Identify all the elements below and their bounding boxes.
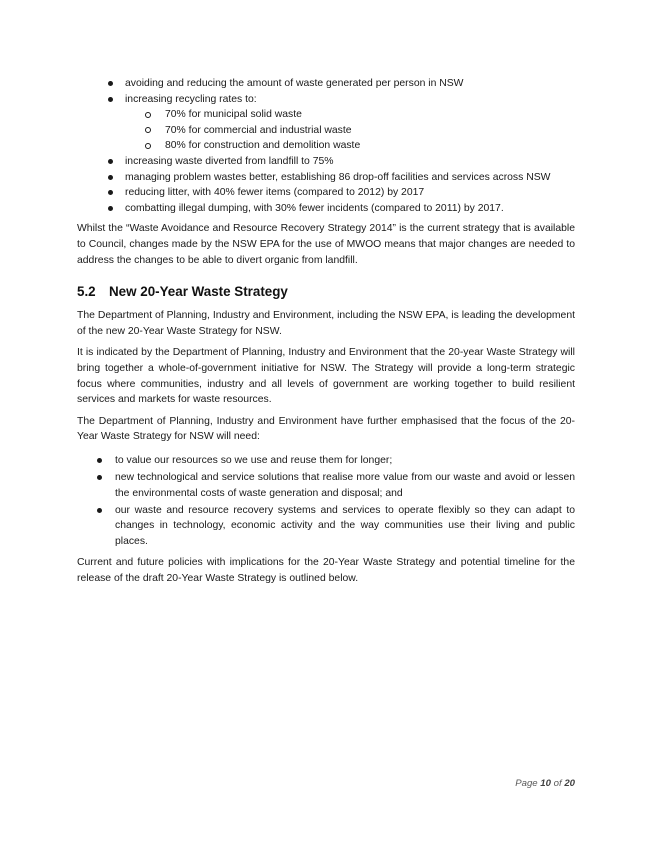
list-item: increasing recycling rates to: <box>77 92 575 108</box>
page-content <box>77 76 575 587</box>
section-title: New 20-Year Waste Strategy <box>109 284 288 300</box>
list-item: to value our resources so we use and reuse them for longer; <box>77 453 575 469</box>
list-item: our waste and resource recovery systems and services to operate flexibly so they can adapt to changes in technology, economic activity and the way communities use their living and public places. <box>77 503 575 550</box>
bullet-icon <box>97 475 102 480</box>
page-number: Page 10 of 20 <box>515 778 575 789</box>
sub-list-item: 70% for municipal solid waste <box>77 107 575 123</box>
paragraph-whilst: Whilst the “Waste Avoidance and Resource Recovery Strategy 2014” is the current strategy that is available to Council, changes made by the NSW EPA for the use of MWOO means that major changes are needed to address the changes to be able to divert organic from landfill. <box>77 223 575 266</box>
bullet-icon <box>97 508 102 513</box>
paragraph-4: Current and future policies with implications for the 20-Year Waste Strategy and potential timeline for the release of the draft 20-Year Waste Strategy is outlined below. <box>77 557 575 585</box>
section-heading <box>77 284 575 300</box>
bullet-icon <box>108 206 113 211</box>
strategy-targets-list <box>77 76 575 216</box>
list-item: avoiding and reducing the amount of waste generated per person in NSW <box>77 76 575 92</box>
sub-list-item: 80% for construction and demolition waste <box>77 138 575 154</box>
section-number: 5.2 <box>77 284 96 300</box>
hollow-bullet-icon <box>145 127 151 133</box>
sub-list-item: 70% for commercial and industrial waste <box>77 123 575 139</box>
list-item: new technological and service solutions that realise more value from our waste and avoid or lessen the environmental costs of waste generation and disposal; and <box>77 470 575 501</box>
bullet-icon <box>108 190 113 195</box>
list-item: combatting illegal dumping, with 30% fewer incidents (compared to 2011) by 2017. <box>77 201 575 217</box>
bullet-icon <box>108 81 113 86</box>
paragraph-3: The Department of Planning, Industry and Environment have further emphasised that the focus of the 20-Year Waste Strategy for NSW will need: <box>77 415 575 443</box>
list-item: managing problem wastes better, establishing 86 drop-off facilities and services across NSW <box>77 170 575 186</box>
bullet-icon <box>108 175 113 180</box>
paragraph-2: It is indicated by the Department of Planning, Industry and Environment that the 20-year Waste Strategy will bring together a whole-of-government initiative for NSW. The Strategy will provide a long-term strategic focus where communities, industry and all levels of government are working together to build resilient services and markets for waste resources. <box>77 347 575 406</box>
hollow-bullet-icon <box>145 143 151 149</box>
list-item: increasing waste diverted from landfill to 75% <box>77 154 575 170</box>
list-item: reducing litter, with 40% fewer items (compared to 2012) by 2017 <box>77 185 575 201</box>
bullet-icon <box>108 159 113 164</box>
strategy-focus-list <box>77 453 575 550</box>
bullet-icon <box>108 97 113 102</box>
bullet-icon <box>97 458 102 463</box>
paragraph-1: The Department of Planning, Industry and Environment, including the NSW EPA, is leading the development of the new 20-Year Waste Strategy for NSW. <box>77 310 575 337</box>
hollow-bullet-icon <box>145 112 151 118</box>
